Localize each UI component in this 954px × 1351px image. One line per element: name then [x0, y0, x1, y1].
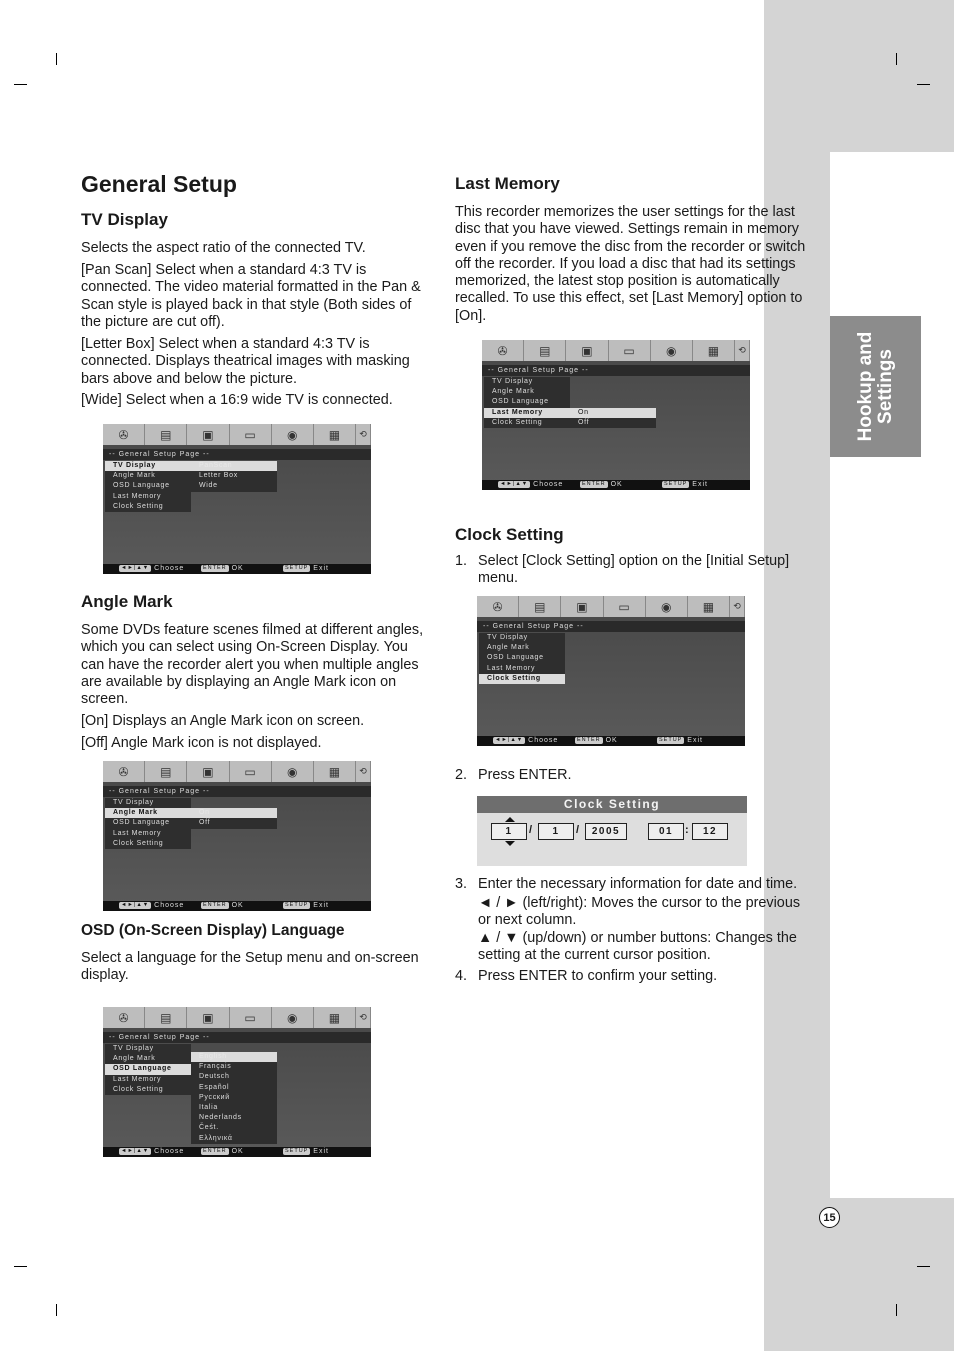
osd-option: Français — [199, 1063, 232, 1071]
setup-key-icon: SETUP — [285, 901, 309, 908]
crop-mark — [896, 53, 897, 65]
film-icon: ▤ — [145, 424, 187, 445]
osd-footer — [103, 901, 371, 911]
month-field[interactable]: 1 — [491, 823, 527, 840]
satellite-icon: ✇ — [477, 596, 519, 617]
step-number: 1. — [455, 553, 468, 569]
section-tab — [830, 316, 921, 457]
osd-option: Off — [199, 819, 211, 827]
clock-setting-panel — [477, 796, 747, 866]
osd-screen-clock-setting — [477, 596, 745, 746]
step-text: Enter the necessary information for date and time. — [478, 876, 798, 892]
tv-display-intro: Selects the aspect ratio of the connected TV. — [81, 240, 366, 256]
sidebar-bottom — [764, 1198, 954, 1351]
tv-display-heading: TV Display — [81, 210, 168, 229]
arrow-keys-icon: ◄►|▲▼ — [500, 480, 529, 487]
osd-footer — [103, 564, 371, 574]
osd-menu-item: TV Display — [113, 799, 154, 806]
tv-icon: ▭ — [609, 340, 651, 361]
settings-icon: ▦ — [693, 340, 735, 361]
osd-icon-bar — [477, 596, 745, 617]
tv-icon: ▭ — [230, 1007, 272, 1028]
clock-step-1 — [455, 553, 805, 589]
osd-menu-item: Last Memory — [487, 664, 536, 672]
tv-display-panscan: [Pan Scan] Select when a standard 4:3 TV is connected. The video material formatted in the Pan & Scan style is played back in that style (Both sides of the picture are cut off). — [81, 262, 421, 330]
step-text: Press ENTER to confirm your setting. — [478, 968, 718, 984]
osd-option: Wide — [199, 482, 218, 490]
osd-menu-item: Last Memory — [113, 1075, 162, 1083]
up-arrow-icon — [505, 817, 515, 822]
enter-key-icon: ENTER — [582, 480, 606, 487]
osd-menu-item: OSD Language — [487, 654, 544, 662]
osd-screen-last-memory — [482, 340, 750, 490]
osd-menu — [484, 377, 570, 428]
osd-option: Deutsch — [199, 1073, 230, 1081]
osd-option: Italia — [199, 1103, 218, 1111]
osd-menu-item: Angle Mark — [487, 644, 530, 652]
satellite-icon: ✇ — [482, 340, 524, 361]
osd-submenu — [191, 1052, 277, 1144]
osd-option: Letter Box — [199, 472, 238, 480]
time-separator: : — [685, 824, 689, 836]
osd-language-intro: Select a language for the Setup menu and on-screen display. — [81, 950, 419, 984]
osd-footer-choose: Choose — [154, 565, 185, 572]
clock-step-2 — [455, 767, 805, 785]
osd-menu-item: Angle Mark — [113, 472, 156, 480]
osd-footer-exit: Exit — [313, 565, 329, 572]
osd-footer — [477, 736, 745, 746]
step-detail-left-right: ◄ / ► (left/right): Moves the cursor to the previous or next column. — [478, 895, 801, 929]
osd-menu-item: Angle Mark — [113, 1055, 156, 1063]
osd-footer-ok: OK — [605, 737, 618, 744]
osd-icon-bar — [482, 340, 750, 361]
osd-footer-ok: OK — [610, 481, 623, 488]
osd-menu-item: Clock Setting — [479, 674, 565, 684]
osd-footer-ok: OK — [231, 565, 244, 572]
clock-step-3 — [455, 876, 805, 968]
osd-menu-item: Angle Mark — [105, 808, 191, 818]
date-separator: / — [576, 824, 580, 836]
clock-step-4 — [455, 968, 805, 986]
osd-submenu — [570, 408, 656, 428]
osd-menu-item: Angle Mark — [492, 388, 535, 396]
last-memory-intro: This recorder memorizes the user settings for the last disc that you have viewed. Settings remain in memory even if you remove the disc from the recorder or switch off the recorder. If you load a disc that had its settings memorized, the latest stop position is automatically recalled. To use this effect, set [Last Memory] option to [On]. — [455, 204, 806, 324]
osd-page-title: -- General Setup Page -- — [103, 786, 371, 797]
enter-key-icon: ENTER — [203, 901, 227, 908]
osd-menu — [105, 1044, 191, 1095]
osd-option: Ελληνικά — [199, 1134, 233, 1142]
enter-key-icon: ENTER — [203, 1147, 227, 1154]
osd-page-title: -- General Setup Page -- — [482, 365, 750, 376]
speaker-icon: ◉ — [646, 596, 688, 617]
crop-mark — [917, 1266, 930, 1267]
enter-key-icon: ENTER — [203, 564, 227, 571]
setup-key-icon: SETUP — [664, 480, 688, 487]
setup-key-icon: SETUP — [285, 564, 309, 571]
osd-menu-item: Clock Setting — [492, 418, 543, 426]
down-arrow-icon — [505, 841, 515, 846]
step-number: 2. — [455, 767, 468, 783]
osd-menu — [105, 798, 191, 849]
osd-screen-angle-mark — [103, 761, 371, 911]
step-text: Select [Clock Setting] option on the [Initial Setup] menu. — [478, 553, 790, 587]
film-icon: ▤ — [145, 1007, 187, 1028]
tv-icon: ▭ — [230, 424, 272, 445]
recorder-icon: ▣ — [187, 424, 229, 445]
clock-setting-heading: Clock Setting — [455, 525, 564, 544]
arrow-keys-icon: ◄►|▲▼ — [121, 901, 150, 908]
crop-mark — [917, 84, 930, 85]
osd-option: On — [191, 808, 277, 818]
osd-language-heading: OSD (On-Screen Display) Language — [81, 922, 345, 939]
osd-page-title: -- General Setup Page -- — [103, 1032, 371, 1043]
minute-field[interactable]: 12 — [692, 823, 728, 840]
film-icon: ▤ — [145, 761, 187, 782]
angle-mark-heading: Angle Mark — [81, 592, 173, 611]
satellite-icon: ✇ — [103, 761, 145, 782]
osd-menu-item: TV Display — [113, 1045, 154, 1052]
clock-panel-title: Clock Setting — [477, 796, 747, 813]
osd-footer-choose: Choose — [154, 1148, 185, 1155]
osd-menu-item: Clock Setting — [113, 1085, 164, 1093]
osd-menu-item: TV Display — [492, 378, 533, 385]
settings-icon: ▦ — [314, 1007, 356, 1028]
osd-footer — [482, 480, 750, 490]
satellite-icon: ✇ — [103, 424, 145, 445]
crop-mark — [56, 53, 57, 65]
speaker-icon: ◉ — [651, 340, 693, 361]
settings-icon: ▦ — [314, 424, 356, 445]
osd-menu — [479, 633, 565, 684]
setup-key-icon: SETUP — [285, 1147, 309, 1154]
osd-footer-choose: Choose — [533, 481, 564, 488]
year-field[interactable]: 2005 — [585, 823, 627, 840]
osd-footer — [103, 1147, 371, 1157]
step-detail-up-down: ▲ / ▼ (up/down) or number buttons: Changes the setting at the current cursor position. — [478, 930, 797, 964]
osd-submenu — [191, 808, 277, 828]
osd-submenu — [191, 461, 277, 492]
osd-menu-item: Last Memory — [484, 408, 570, 418]
angle-mark-on: [On] Displays an Angle Mark icon on screen. — [81, 713, 365, 729]
speaker-icon: ◉ — [272, 761, 314, 782]
osd-option: Русский — [199, 1093, 230, 1101]
osd-footer-exit: Exit — [313, 1148, 329, 1155]
tv-icon: ▭ — [604, 596, 646, 617]
osd-footer-exit: Exit — [687, 737, 703, 744]
film-icon: ▤ — [524, 340, 566, 361]
arrow-keys-icon: ◄►|▲▼ — [495, 736, 524, 743]
osd-menu-item: OSD Language — [113, 819, 170, 827]
section-tab-label: Hookup and Settings — [854, 331, 896, 442]
osd-menu-item: Last Memory — [113, 492, 162, 500]
crop-mark — [56, 1304, 57, 1316]
osd-option: Nederlands — [199, 1114, 242, 1122]
osd-footer-ok: OK — [231, 902, 244, 909]
osd-footer-choose: Choose — [154, 902, 185, 909]
osd-screen-language — [103, 1007, 371, 1157]
osd-option: English — [191, 1052, 277, 1062]
step-number: 3. — [455, 876, 468, 892]
osd-page-title: -- General Setup Page -- — [103, 449, 371, 460]
page-number: 15 — [819, 1207, 840, 1228]
osd-screen-tv-display — [103, 424, 371, 574]
tv-display-letterbox: [Letter Box] Select when a standard 4:3 TV is connected. Displays theatrical images with masking bars above and below the picture. — [81, 336, 410, 387]
osd-icon-bar — [103, 424, 371, 445]
osd-option: Čeśt. — [199, 1124, 219, 1132]
angle-mark-off: [Off] Angle Mark icon is not displayed. — [81, 735, 322, 751]
recorder-icon: ▣ — [187, 1007, 229, 1028]
crop-mark — [14, 84, 27, 85]
recorder-icon: ▣ — [561, 596, 603, 617]
last-memory-heading: Last Memory — [455, 174, 560, 193]
osd-menu-item: OSD Language — [492, 398, 549, 406]
satellite-icon: ✇ — [103, 1007, 145, 1028]
osd-menu-item: TV Display — [105, 461, 191, 471]
return-icon: ⟲ — [356, 1007, 371, 1028]
film-icon: ▤ — [519, 596, 561, 617]
osd-menu — [105, 461, 191, 512]
tv-icon: ▭ — [230, 761, 272, 782]
return-icon: ⟲ — [735, 340, 750, 361]
speaker-icon: ◉ — [272, 424, 314, 445]
osd-footer-exit: Exit — [313, 902, 329, 909]
osd-footer-exit: Exit — [692, 481, 708, 488]
day-field[interactable]: 1 — [538, 823, 574, 840]
settings-icon: ▦ — [314, 761, 356, 782]
speaker-icon: ◉ — [272, 1007, 314, 1028]
osd-menu-item: TV Display — [487, 634, 528, 641]
osd-menu-item: OSD Language — [105, 1064, 191, 1074]
step-text: Press ENTER. — [478, 767, 572, 783]
setup-key-icon: SETUP — [659, 736, 683, 743]
osd-footer-choose: Choose — [528, 737, 559, 744]
recorder-icon: ▣ — [566, 340, 608, 361]
osd-menu-item: Last Memory — [113, 829, 162, 837]
return-icon: ⟲ — [356, 424, 371, 445]
page-title: General Setup — [81, 171, 237, 197]
enter-key-icon: ENTER — [577, 736, 601, 743]
osd-option: On — [570, 408, 656, 418]
hour-field[interactable]: 01 — [648, 823, 684, 840]
tv-display-wide: [Wide] Select when a 16:9 wide TV is connected. — [81, 392, 393, 408]
angle-mark-intro: Some DVDs feature scenes filmed at different angles, which you can select using On-Screen Display. You can have the recorder alert you when multiple angles are available by displaying an Angle Mark icon on screen. — [81, 622, 424, 708]
osd-icon-bar — [103, 761, 371, 782]
osd-menu-item: Clock Setting — [113, 502, 164, 510]
settings-icon: ▦ — [688, 596, 730, 617]
date-separator: / — [529, 824, 533, 836]
osd-page-title: -- General Setup Page -- — [477, 621, 745, 632]
crop-mark — [896, 1304, 897, 1316]
recorder-icon: ▣ — [187, 761, 229, 782]
step-number: 4. — [455, 968, 468, 984]
arrow-keys-icon: ◄►|▲▼ — [121, 1147, 150, 1154]
osd-option: Español — [199, 1083, 230, 1091]
return-icon: ⟲ — [356, 761, 371, 782]
osd-option: PanScan — [191, 461, 277, 471]
osd-option: Off — [578, 418, 590, 426]
crop-mark — [14, 1266, 27, 1267]
return-icon: ⟲ — [730, 596, 745, 617]
osd-footer-ok: OK — [231, 1148, 244, 1155]
osd-menu-item: OSD Language — [113, 482, 170, 490]
osd-icon-bar — [103, 1007, 371, 1028]
sidebar-top — [764, 0, 954, 152]
arrow-keys-icon: ◄►|▲▼ — [121, 564, 150, 571]
osd-menu-item: Clock Setting — [113, 839, 164, 847]
